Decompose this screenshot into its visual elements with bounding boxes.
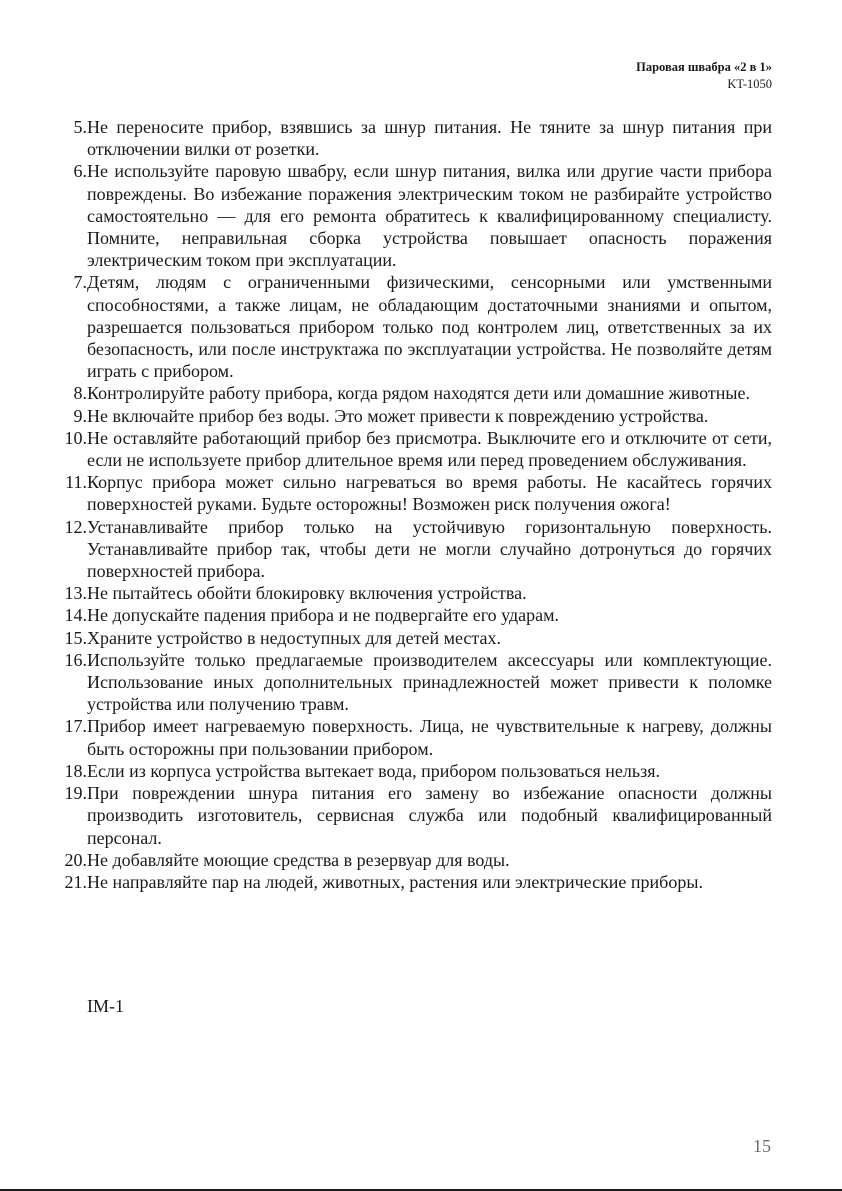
item-number: 9.	[73, 405, 87, 426]
item-number: 5.	[73, 117, 87, 137]
item-number: 8.	[73, 383, 87, 404]
item-text: Не допускайте падения прибора и не подвергайте его ударам.	[87, 605, 560, 626]
item-text: Корпус прибора может сильно нагреваться во время работы. Не касайтесь горячих поверхностей руками. Будьте осторожны! Возможен риск получения ожога!	[87, 472, 772, 515]
item-number: 15.	[64, 627, 87, 648]
list-item	[50, 871, 772, 893]
list-item	[50, 627, 772, 649]
item-text: Не используйте паровую швабру, если шнур питания, вилка или другие части прибора повреждены. Во избежание поражения электрическим током не разбирайте устройство самостоятельно — для его ремонта обратитесь к квалифицированному специалисту. Помните, неправильная сборка устройства повышает опасность поражения электрическим током при эксплуатации.	[87, 161, 772, 271]
list-item	[50, 427, 772, 471]
document-code: IM-1	[87, 996, 124, 1016]
item-text: Не переносите прибор, взявшись за шнур питания. Не тяните за шнур питания при отключении вилки от розетки.	[87, 117, 772, 160]
item-number: 11.	[65, 472, 87, 493]
list-item	[50, 516, 772, 583]
item-number: 6.	[73, 161, 87, 182]
item-number: 18.	[64, 760, 87, 781]
list-item	[50, 160, 772, 271]
list-item	[50, 604, 772, 626]
page-header	[636, 59, 772, 93]
item-text: Не пытайтесь обойти блокировку включения устройства.	[87, 583, 527, 604]
item-number: 12.	[64, 516, 87, 537]
list-item	[50, 405, 772, 427]
item-number: 19.	[64, 783, 87, 804]
list-item	[50, 582, 772, 604]
item-number: 13.	[64, 583, 87, 604]
list-item	[50, 782, 772, 849]
item-number: 7.	[73, 272, 87, 293]
item-text: Используйте только предлагаемые производителем аксессуары или комплектующие. Использование иных дополнительных принадлежностей может привести к поломке устройства или получению травм.	[87, 649, 772, 715]
list-item	[50, 849, 772, 871]
page-number: 15	[753, 1136, 771, 1156]
item-number: 10.	[64, 427, 87, 448]
item-text: Если из корпуса устройства вытекает вода, прибором пользоваться нельзя.	[87, 760, 660, 781]
item-text: Не направляйте пар на людей, животных, растения или электрические приборы.	[87, 871, 703, 892]
item-number: 14.	[64, 605, 87, 626]
product-title: Паровая швабра «2 в 1»	[636, 60, 772, 74]
item-number: 16.	[64, 649, 87, 670]
item-number: 17.	[64, 716, 87, 737]
list-item	[50, 715, 772, 759]
list-item	[50, 649, 772, 716]
item-text: Не оставляйте работающий прибор без присмотра. Выключите его и отключите от сети, если не используете прибор длительное время или перед проведением обслуживания.	[87, 427, 772, 471]
item-text: Детям, людям с ограниченными физическими, сенсорными или умственными способностями, а также лицам, не обладающим достаточными знаниями и опытом, разрешается пользоваться прибором только под контролем лиц, ответственных за их безопасность, или после инструктажа по эксплуатации устройства. Не позволяйте детям играть с прибором.	[87, 272, 772, 382]
item-number: 21.	[64, 871, 87, 892]
list-item	[50, 271, 772, 382]
list-item	[50, 116, 772, 160]
item-text: Прибор имеет нагреваемую поверхность. Лица, не чувствительные к нагреву, должны быть осторожны при пользовании прибором.	[87, 716, 772, 759]
list-item	[50, 471, 772, 515]
item-text: Не включайте прибор без воды. Это может привести к повреждению устройства.	[87, 405, 709, 426]
product-model: KT-1050	[727, 77, 772, 91]
item-text: При повреждении шнура питания его замену во избежание опасности должны производить изготовитель, сервисная служба или подобный квалифицированный персонал.	[87, 783, 772, 848]
item-text: Устанавливайте прибор только на устойчивую горизонтальную поверхность. Устанавливайте прибор так, чтобы дети не могли случайно дотронуться до горячих поверхностей прибора.	[87, 516, 772, 582]
item-text: Контролируйте работу прибора, когда рядом находятся дети или домашние животные.	[87, 383, 750, 404]
item-text: Не добавляйте моющие средства в резервуар для воды.	[87, 849, 510, 870]
item-number: 20.	[64, 849, 87, 870]
list-item	[50, 382, 772, 404]
list-item	[50, 760, 772, 782]
item-text: Храните устройство в недоступных для детей местах.	[87, 627, 501, 648]
safety-instructions-list	[50, 116, 772, 893]
